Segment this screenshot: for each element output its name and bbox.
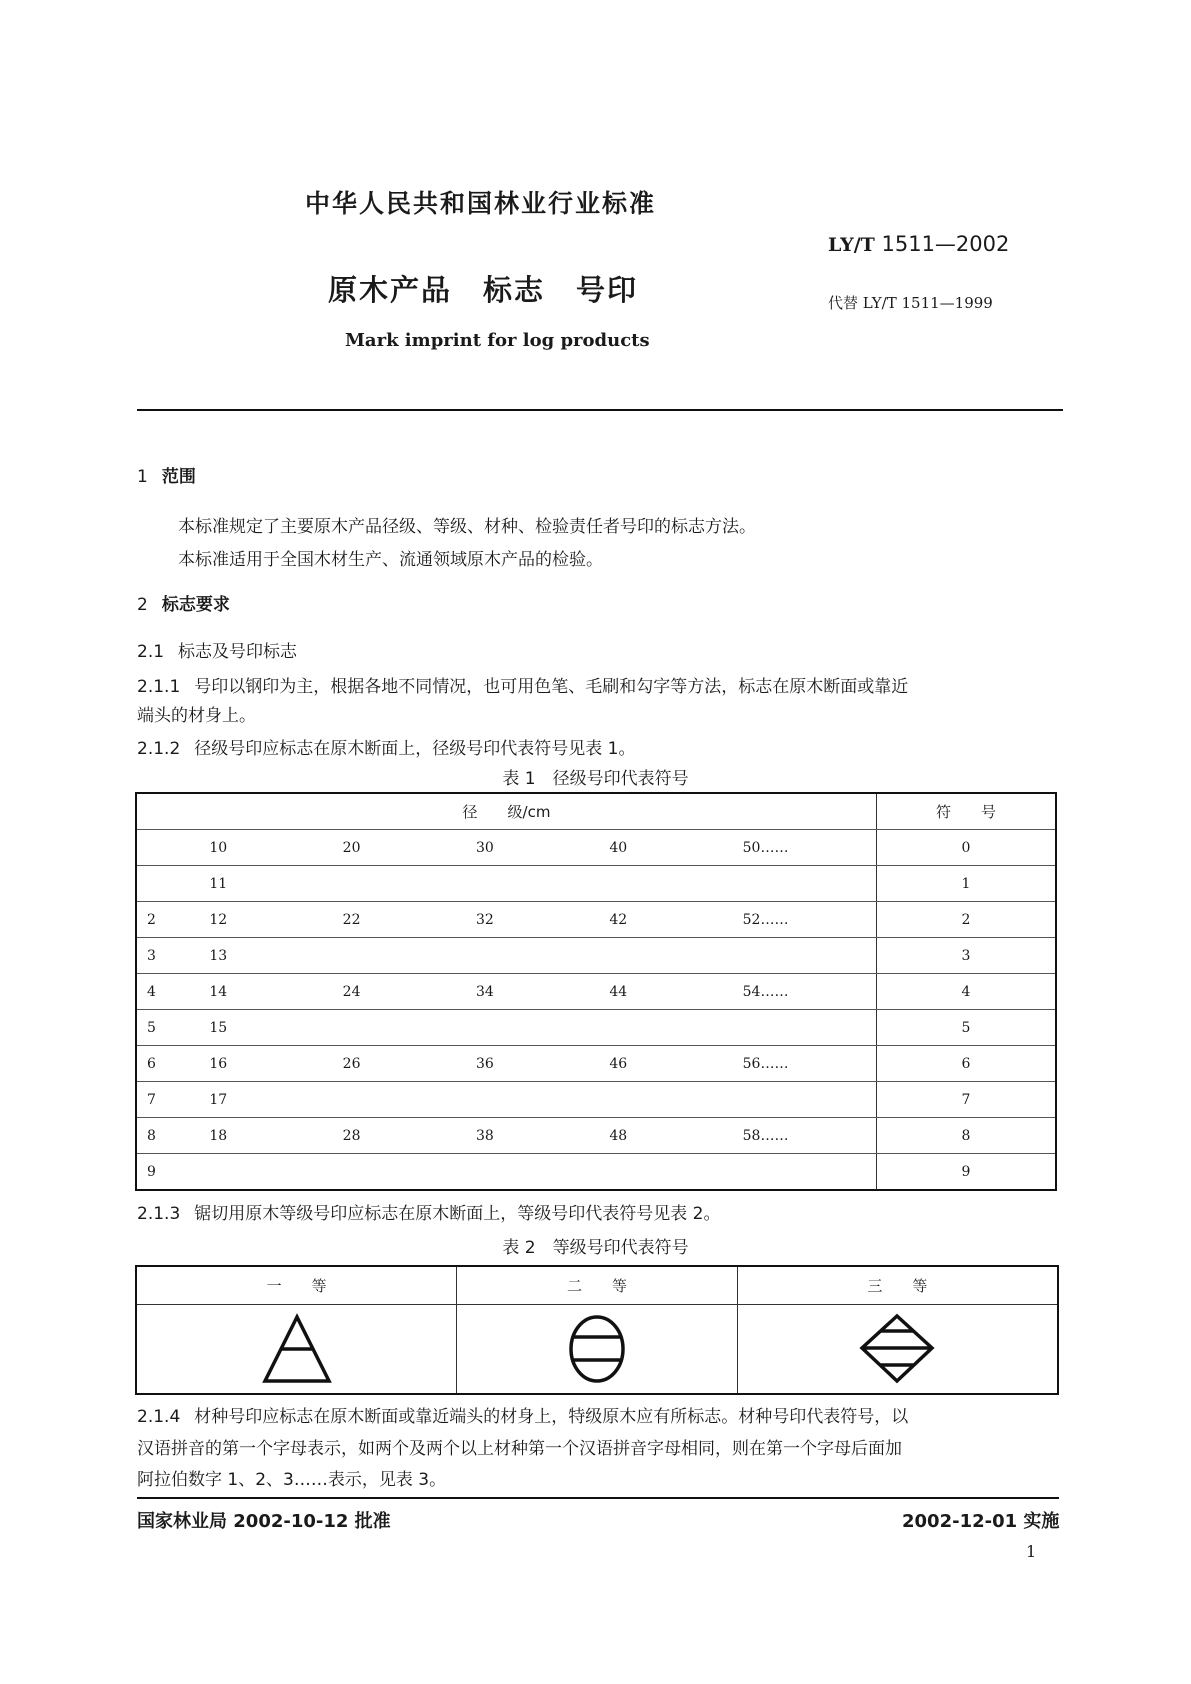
diameter-cell: 32 xyxy=(476,902,609,938)
table-header-row xyxy=(136,1266,1058,1305)
grade-1-cell xyxy=(136,1305,457,1395)
diameter-cell: 48 xyxy=(609,1118,742,1154)
diameter-cell: 11 xyxy=(209,866,342,902)
diameter-cell: 24 xyxy=(343,974,476,1010)
section-title: 标志及号印标志 xyxy=(178,642,298,662)
table-2-caption: 表 2 等级号印代表符号 xyxy=(502,1238,689,1258)
section-number: 2 xyxy=(137,595,148,615)
diameter-cell xyxy=(476,1082,609,1118)
grade-3-cell xyxy=(737,1305,1058,1395)
standard-organization: 中华人民共和国林业行业标准 xyxy=(305,189,657,218)
clause-number: 2.1.4 xyxy=(137,1407,181,1427)
diameter-cell xyxy=(743,866,877,902)
diameter-cell xyxy=(136,830,209,866)
approval-date: 国家林业局 2002-10-12 批准 xyxy=(137,1511,391,1532)
diameter-cell: 30 xyxy=(476,830,609,866)
table-header-row xyxy=(136,793,1056,830)
diameter-cell: 36 xyxy=(476,1046,609,1082)
diameter-cell: 6 xyxy=(136,1046,209,1082)
grade-2-header: 二 等 xyxy=(457,1266,737,1305)
diameter-cell: 20 xyxy=(343,830,476,866)
diameter-cell: 34 xyxy=(476,974,609,1010)
document-title-english: Mark imprint for log products xyxy=(345,330,650,351)
section-number: 1 xyxy=(137,467,148,487)
symbol-cell: 7 xyxy=(877,1082,1056,1118)
section-1-heading xyxy=(137,462,196,487)
diameter-cell: 44 xyxy=(609,974,742,1010)
diameter-cell xyxy=(343,866,476,902)
symbol-cell: 2 xyxy=(877,902,1056,938)
subsection-2-1-heading xyxy=(137,637,297,662)
symbol-cell: 3 xyxy=(877,938,1056,974)
diameter-cell xyxy=(343,938,476,974)
diameter-cell: 56…… xyxy=(743,1046,877,1082)
diameter-cell: 40 xyxy=(609,830,742,866)
table-row xyxy=(136,866,1056,902)
diameter-cell xyxy=(476,1010,609,1046)
grade-2-cell xyxy=(457,1305,737,1395)
diameter-cell: 9 xyxy=(147,1163,156,1180)
clause-2-1-1 xyxy=(137,672,908,697)
clause-text: 径级号印应标志在原木断面上，径级号印代表符号见表 1。 xyxy=(194,739,636,759)
diameter-cell: 22 xyxy=(343,902,476,938)
section-title: 范围 xyxy=(161,467,196,487)
table-row xyxy=(136,902,1056,938)
diamond-three-bars-icon xyxy=(857,1313,937,1385)
diameter-cell: 5 xyxy=(136,1010,209,1046)
diameter-cell xyxy=(743,1010,877,1046)
table-1-caption: 表 1 径级号印代表符号 xyxy=(502,769,689,789)
paragraph: 本标准规定了主要原木产品径级、等级、材种、检验责任者号印的标志方法。 xyxy=(178,517,756,537)
diameter-cell xyxy=(136,866,209,902)
document-title: 原木产品 标志 号印 xyxy=(328,273,639,307)
standard-code-number: 1511—2002 xyxy=(881,232,1010,256)
symbol-header: 符 号 xyxy=(877,793,1056,830)
replaces-standard: 代替 LY/T 1511—1999 xyxy=(828,294,993,312)
symbol-cell: 6 xyxy=(877,1046,1056,1082)
table-row xyxy=(136,1118,1056,1154)
diameter-cell xyxy=(343,1154,476,1191)
header-divider xyxy=(137,409,1063,411)
diameter-cell: 42 xyxy=(609,902,742,938)
diameter-cell: 15 xyxy=(209,1010,342,1046)
diameter-cell: 18 xyxy=(209,1118,342,1154)
diameter-cell xyxy=(743,938,877,974)
diameter-cell xyxy=(609,938,742,974)
section-number: 2.1 xyxy=(137,642,165,662)
symbol-cell: 4 xyxy=(877,974,1056,1010)
diameter-cell xyxy=(343,1010,476,1046)
triangle-one-bar-icon xyxy=(257,1313,337,1385)
diameter-cell xyxy=(476,938,609,974)
diameter-cell xyxy=(609,1082,742,1118)
section-2-heading xyxy=(137,590,230,615)
table-row xyxy=(136,1154,1056,1191)
diameter-cell: 28 xyxy=(343,1118,476,1154)
diameter-cell xyxy=(476,866,609,902)
paragraph: 本标准适用于全国木材生产、流通领域原木产品的检验。 xyxy=(178,550,603,570)
table-row xyxy=(136,1010,1056,1046)
symbol-cell: 0 xyxy=(877,830,1056,866)
section-title: 标志要求 xyxy=(161,595,230,615)
diameter-cell xyxy=(343,1082,476,1118)
table-row xyxy=(136,1046,1056,1082)
diameter-cell: 2 xyxy=(136,902,209,938)
grade-1-header: 一 等 xyxy=(136,1266,457,1305)
diameter-cell: 54…… xyxy=(743,974,877,1010)
diameter-cell xyxy=(609,866,742,902)
clause-2-1-2 xyxy=(137,734,635,759)
clause-text: 号印以钢印为主，根据各地不同情况，也可用色笔、毛刷和勾字等方法，标志在原木断面或靠近 xyxy=(194,677,909,697)
diameter-cell xyxy=(609,1154,742,1191)
diameter-cell xyxy=(209,1154,342,1191)
clause-2-1-4-continuation: 汉语拼音的第一个字母表示，如两个及两个以上材种第一个汉语拼音字母相同，则在第一个字母后面加 xyxy=(137,1439,902,1459)
diameter-cell: 14 xyxy=(209,974,342,1010)
table-row xyxy=(136,974,1056,1010)
diameter-cell: 12 xyxy=(209,902,342,938)
clause-2-1-1-continuation: 端头的材身上。 xyxy=(137,706,256,726)
grade-symbol-table xyxy=(135,1265,1059,1395)
diameter-cell: 13 xyxy=(209,938,342,974)
table-row xyxy=(136,1305,1058,1395)
footer-divider xyxy=(137,1497,1059,1499)
table-row xyxy=(136,830,1056,866)
table-row xyxy=(136,938,1056,974)
clause-number: 2.1.2 xyxy=(137,739,181,759)
diameter-cell: 58…… xyxy=(743,1118,877,1154)
ellipse-two-bars-icon xyxy=(562,1313,632,1385)
symbol-cell: 9 xyxy=(877,1154,1056,1191)
diameter-cell: 17 xyxy=(209,1082,342,1118)
diameter-cell xyxy=(743,1154,877,1191)
clause-text: 锯切用原木等级号印应标志在原木断面上，等级号印代表符号见表 2。 xyxy=(194,1204,721,1224)
diameter-cell: 4 xyxy=(136,974,209,1010)
standard-code-prefix: LY/T xyxy=(828,234,875,256)
page-number: 1 xyxy=(1026,1542,1037,1561)
clause-number: 2.1.3 xyxy=(137,1204,181,1224)
effective-date: 2002-12-01 实施 xyxy=(902,1511,1060,1532)
diameter-header: 径 级/cm xyxy=(136,793,877,830)
clause-2-1-3 xyxy=(137,1199,720,1224)
symbol-cell: 1 xyxy=(877,866,1056,902)
diameter-cell: 8 xyxy=(136,1118,209,1154)
diameter-cell xyxy=(609,1010,742,1046)
diameter-cell: 50…… xyxy=(743,830,877,866)
diameter-cell: 38 xyxy=(476,1118,609,1154)
diameter-cell: 7 xyxy=(136,1082,209,1118)
diameter-cell: 3 xyxy=(136,938,209,974)
diameter-cell: 16 xyxy=(209,1046,342,1082)
clause-2-1-4 xyxy=(137,1402,908,1427)
diameter-cell: 26 xyxy=(343,1046,476,1082)
table-row xyxy=(136,1082,1056,1118)
diameter-cell: 10 xyxy=(209,830,342,866)
diameter-cell: 52…… xyxy=(743,902,877,938)
diameter-cell: 46 xyxy=(609,1046,742,1082)
symbol-cell: 8 xyxy=(877,1118,1056,1154)
symbol-cell: 5 xyxy=(877,1010,1056,1046)
standard-code xyxy=(828,232,1009,256)
clause-2-1-4-continuation: 阿拉伯数字 1、2、3……表示，见表 3。 xyxy=(137,1470,447,1490)
diameter-cell xyxy=(743,1082,877,1118)
diameter-cell xyxy=(476,1154,609,1191)
grade-3-header: 三 等 xyxy=(737,1266,1058,1305)
clause-text: 材种号印应标志在原木断面或靠近端头的材身上，特级原木应有所标志。材种号印代表符号，以 xyxy=(194,1407,909,1427)
diameter-symbol-table xyxy=(135,792,1057,1191)
clause-number: 2.1.1 xyxy=(137,677,181,697)
